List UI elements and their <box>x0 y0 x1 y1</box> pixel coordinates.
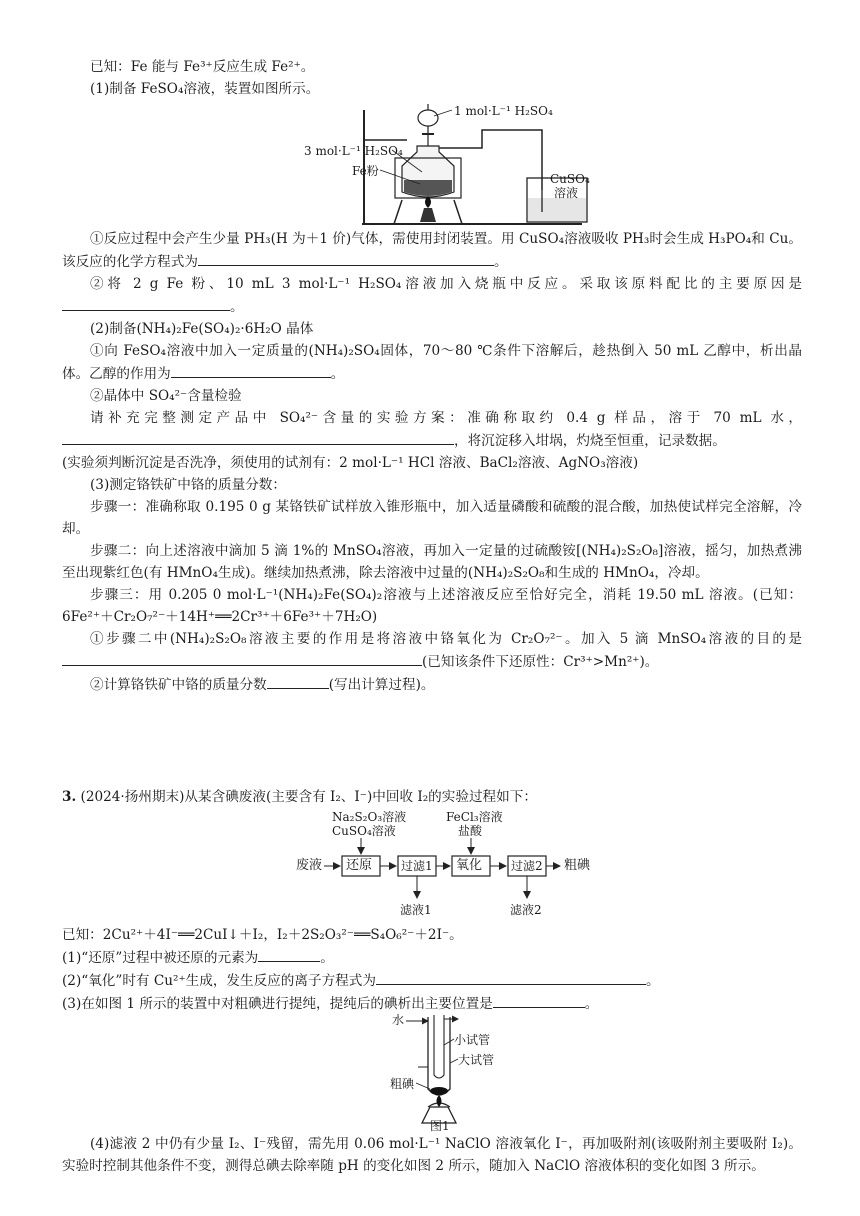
label-big-tube: 大试管 <box>458 1053 495 1067</box>
reagent-cuso4: CuSO₄溶液 <box>332 824 396 838</box>
reagent-na2s2o3: Na₂S₂O₃溶液 <box>332 810 407 824</box>
q3-step3: 步骤三：用 0.205 0 mol·L⁻¹(NH₄)₂Fe(SO₄)₂溶液与上述溶液反应至恰好完全，消耗 19.50 mL 溶液。(已知：6Fe²⁺＋Cr₂O₇²⁻＋14H⁺══2Cr³⁺＋6Fe³⁺＋7H₂O) <box>62 587 802 625</box>
answer-blank[interactable] <box>62 429 454 445</box>
known-statement: 已知：Fe 能与 Fe³⁺反应生成 Fe²⁺。 <box>90 59 315 75</box>
apparatus-figure <box>62 100 802 228</box>
answer-blank[interactable] <box>493 992 585 1008</box>
q3-step1: 步骤一：准确称取 0.195 0 g 某铬铁矿试样放入锥形瓶中，加入适量磷酸和硫酸的混合酸，加热使试样完全溶解，冷却。 <box>62 499 802 537</box>
q1-s2: ②将 2 g Fe 粉、10 mL 3 mol·L⁻¹ H₂SO₄溶液加入烧瓶中反应。采取该原料配比的主要原因是。 <box>62 273 802 318</box>
flow-step-filter2: 过滤2 <box>511 859 543 873</box>
answer-blank[interactable] <box>198 250 494 266</box>
label-solution: 溶液 <box>554 186 579 200</box>
filtrate-1: 滤液1 <box>400 903 432 917</box>
q1-title: (1)制备 FeSO₄溶液，装置如图所示。 <box>90 81 320 97</box>
label-fe-powder: Fe粉 <box>352 164 379 178</box>
reagent-hcl: 盐酸 <box>458 824 483 838</box>
q2-s2: 请补充完整测定产品中 SO₄²⁻含量的实验方案：准确称取约 0.4 g 样品，溶于 70 mL 水，，将沉淀移入坩埚，灼烧至恒重，记录数据。 <box>62 407 802 452</box>
q2-s2-title: ②晶体中 SO₄²⁻含量检验 <box>90 388 242 404</box>
answer-blank[interactable] <box>376 969 646 985</box>
reagent-fecl3: FeCl₃溶液 <box>446 810 503 824</box>
figure-1 <box>62 1015 802 1133</box>
flow-start: 废液 <box>296 858 323 873</box>
label-small-tube: 小试管 <box>454 1033 491 1047</box>
q3-s2: ②计算铬铁矿中铬的质量分数 (写出计算过程)。 <box>62 673 802 696</box>
figure-1-caption: 图1 <box>430 1119 450 1133</box>
label-flask-acid: 3 mol·L⁻¹ H₂SO₄ <box>304 144 403 158</box>
q2-s1: ①向 FeSO₄溶液中加入一定质量的(NH₄)₂SO₄固体，70～80 ℃条件下溶解后，趁热倒入 50 mL 乙醇中，析出晶体。乙醇的作用为 。 <box>62 343 802 382</box>
label-cuso4: CuSO₄ <box>550 172 590 186</box>
spacer <box>62 696 802 786</box>
answer-blank[interactable] <box>258 946 320 962</box>
label-water: 水 <box>392 1013 405 1027</box>
answer-blank[interactable] <box>62 650 422 666</box>
p3-q4: (4)滤液 2 中仍有少量 I₂、I⁻残留，需先用 0.06 mol·L⁻¹ NaClO 溶液氧化 I⁻，再加吸附剂(该吸附剂主要吸附 I₂)。实验时控制其他条件不变，测得总碘去除率随 pH 的变化如图 2 所示，随加入 NaClO 溶液体积的变化如图 3 所示。 <box>62 1136 802 1174</box>
p3-q3: (3)在如图 1 所示的装置中对粗碘进行提纯，提纯后的碘析出主要位置是 。 <box>62 992 802 1015</box>
flow-step-reduce: 还原 <box>346 858 373 873</box>
answer-blank[interactable] <box>171 362 331 378</box>
answer-blank[interactable] <box>62 295 230 311</box>
apparatus-drawing <box>62 100 802 228</box>
flow-step-oxidize: 氧化 <box>456 858 483 873</box>
filtrate-2: 滤液2 <box>510 903 542 917</box>
p3-q1: (1)“还原”过程中被还原的元素为 。 <box>62 946 802 969</box>
document-page <box>62 56 802 1177</box>
flow-end: 粗碘 <box>564 858 591 873</box>
answer-blank[interactable] <box>267 673 329 689</box>
p3-q2: (2)“氧化”时有 Cu²⁺生成，发生反应的离子方程式为 。 <box>62 969 802 992</box>
problem-3-intro: 3. (2024·扬州期末)从某含碘废液(主要含有 I₂、I⁻)中回收 I₂的实验过程如下： <box>62 789 537 805</box>
q2-title: (2)制备(NH₄)₂Fe(SO₄)₂·6H₂O 晶体 <box>90 321 314 337</box>
flow-step-filter1: 过滤1 <box>401 859 433 873</box>
q3-s1: ①步骤二中(NH₄)₂S₂O₈溶液主要的作用是将溶液中铬氧化为 Cr₂O₇²⁻。加入 5 滴 MnSO₄溶液的目的是(已知该条件下还原性：Cr³⁺>Mn²⁺)。 <box>62 628 802 673</box>
p3-known: 已知：2Cu²⁺＋4I⁻══2CuI↓＋I₂，I₂＋2S₂O₃²⁻══S₄O₆²⁻＋2I⁻。 <box>62 927 463 943</box>
flowchart <box>62 808 802 924</box>
q1-s1: ①反应过程中会产生少量 PH₃(H 为＋1 价)气体，需使用封闭装置。用 CuSO₄溶液吸收 PH₃时会生成 H₃PO₄和 Cu。该反应的化学方程式为 。 <box>62 231 802 270</box>
label-dilute-acid: 1 mol·L⁻¹ H₂SO₄ <box>454 104 553 118</box>
q3-title: (3)测定铬铁矿中铬的质量分数： <box>90 477 286 493</box>
q2-note: (实验须判断沉淀是否洗净，须使用的试剂有：2 mol·L⁻¹ HCl 溶液、BaCl₂溶液、AgNO₃溶液) <box>62 455 639 471</box>
problem-number: 3. <box>62 789 77 805</box>
q3-step2: 步骤二：向上述溶液中滴加 5 滴 1%的 MnSO₄溶液，再加入一定量的过硫酸铵[(NH₄)₂S₂O₈]溶液，摇匀，加热煮沸至出现紫红色(有 HMnO₄生成)。继续加热煮沸，除去溶液中过量的(NH₄)₂S₂O₈和生成的 HMnO₄，冷却。 <box>62 543 802 581</box>
label-crude-iodine: 粗碘 <box>390 1077 415 1091</box>
